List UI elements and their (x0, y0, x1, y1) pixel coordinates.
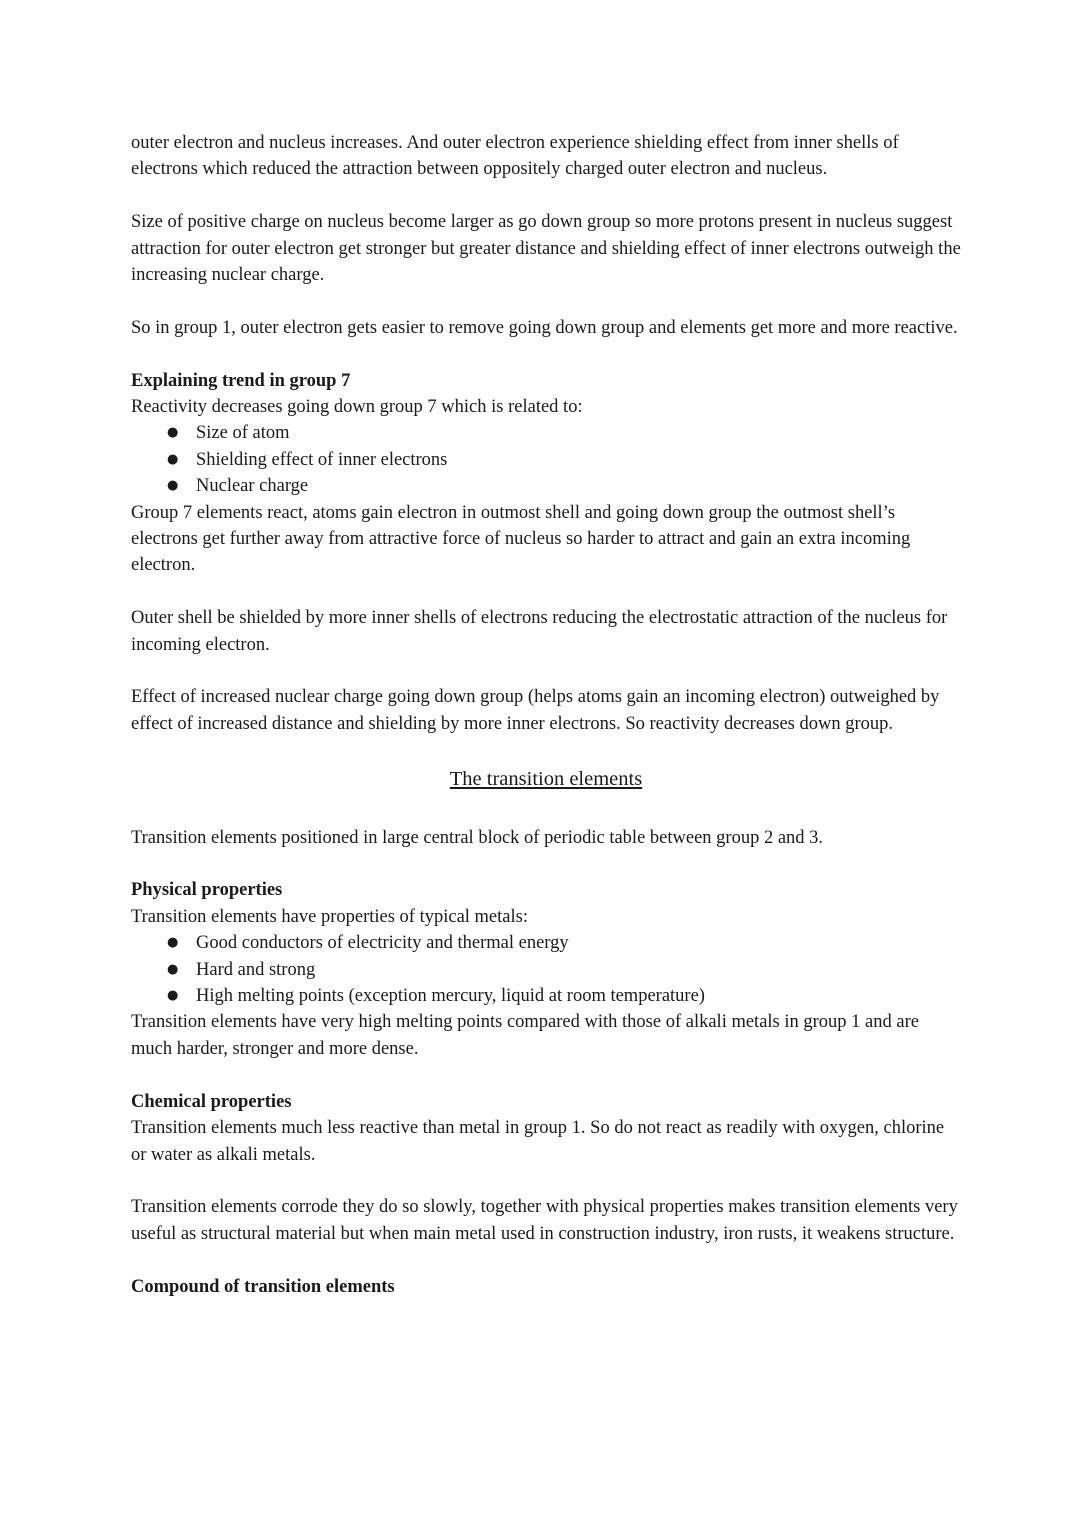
heading-physical-properties: Physical properties (131, 880, 283, 901)
list-item: ● Good conductors of electricity and thermal energy (167, 930, 961, 956)
group7-factor-list (131, 420, 961, 499)
bullet-icon: ● (167, 961, 179, 977)
paragraph-shielding: outer electron and nucleus increases. And outer electron experience shielding effect from inner shells of electrons which reduced the attraction between oppositely charged outer electron and nucleus. (131, 133, 899, 180)
paragraph-group7-conclusion: Effect of increased nuclear charge going down group (helps atoms gain an incoming electron) outweighed by effect of increased distance and shielding by more inner electrons. So reactivity decreases down group. (131, 687, 940, 734)
document-page (131, 130, 961, 1300)
paragraph-group7-shielding: Outer shell be shielded by more inner shells of electrons reducing the electrostatic attraction of the nucleus for incoming electron. (131, 608, 948, 655)
paragraph-physical-compare: Transition elements have very high melting points compared with those of alkali metals in group 1 and are much harder, stronger and more dense. (131, 1012, 919, 1059)
list-item: ● High melting points (exception mercury, liquid at room temperature) (167, 983, 961, 1009)
bullet-icon: ● (167, 451, 179, 467)
bullet-icon: ● (167, 935, 179, 951)
list-item: ● Shielding effect of inner electrons (167, 447, 961, 473)
paragraph-transition-intro: Transition elements positioned in large central block of periodic table between group 2 and 3. (131, 827, 824, 848)
list-item: ● Size of atom (167, 420, 961, 446)
paragraph-group7-intro: Reactivity decreases going down group 7 which is related to: (131, 397, 583, 418)
heading-chemical-properties: Chemical properties (131, 1091, 292, 1112)
list-item: ● Hard and strong (167, 957, 961, 983)
paragraph-physical-intro: Transition elements have properties of typical metals: (131, 906, 528, 927)
paragraph-chemical-corrosion: Transition elements corrode they do so slowly, together with physical properties makes transition elements very useful as structural material but when main metal used in construction industry, iron rusts, it weakens structure. (131, 1197, 958, 1244)
section-title-transition: The transition elements (449, 767, 643, 790)
physical-properties-list (131, 930, 961, 1009)
heading-group7-trend: Explaining trend in group 7 (131, 370, 351, 391)
paragraph-group7-react: Group 7 elements react, atoms gain electron in outmost shell and going down group the outmost shell’s electrons get further away from attractive force of nucleus so harder to attract and gain an extra incoming electron. (131, 502, 911, 576)
list-item: ● Nuclear charge (167, 473, 961, 499)
bullet-icon: ● (167, 425, 179, 441)
bullet-icon: ● (167, 478, 179, 494)
paragraph-nuclear-charge: Size of positive charge on nucleus become larger as go down group so more protons present in nucleus suggest attraction for outer electron get stronger but greater distance and shielding effect of inner electrons outweigh the increasing nuclear charge. (131, 212, 961, 286)
heading-compounds: Compound of transition elements (131, 1276, 395, 1297)
bullet-icon: ● (167, 988, 179, 1004)
paragraph-chemical-reactivity: Transition elements much less reactive than metal in group 1. So do not react as readily with oxygen, chlorine or water as alkali metals. (131, 1118, 945, 1165)
paragraph-group1-reactivity: So in group 1, outer electron gets easier to remove going down group and elements get more and more reactive. (131, 317, 958, 338)
